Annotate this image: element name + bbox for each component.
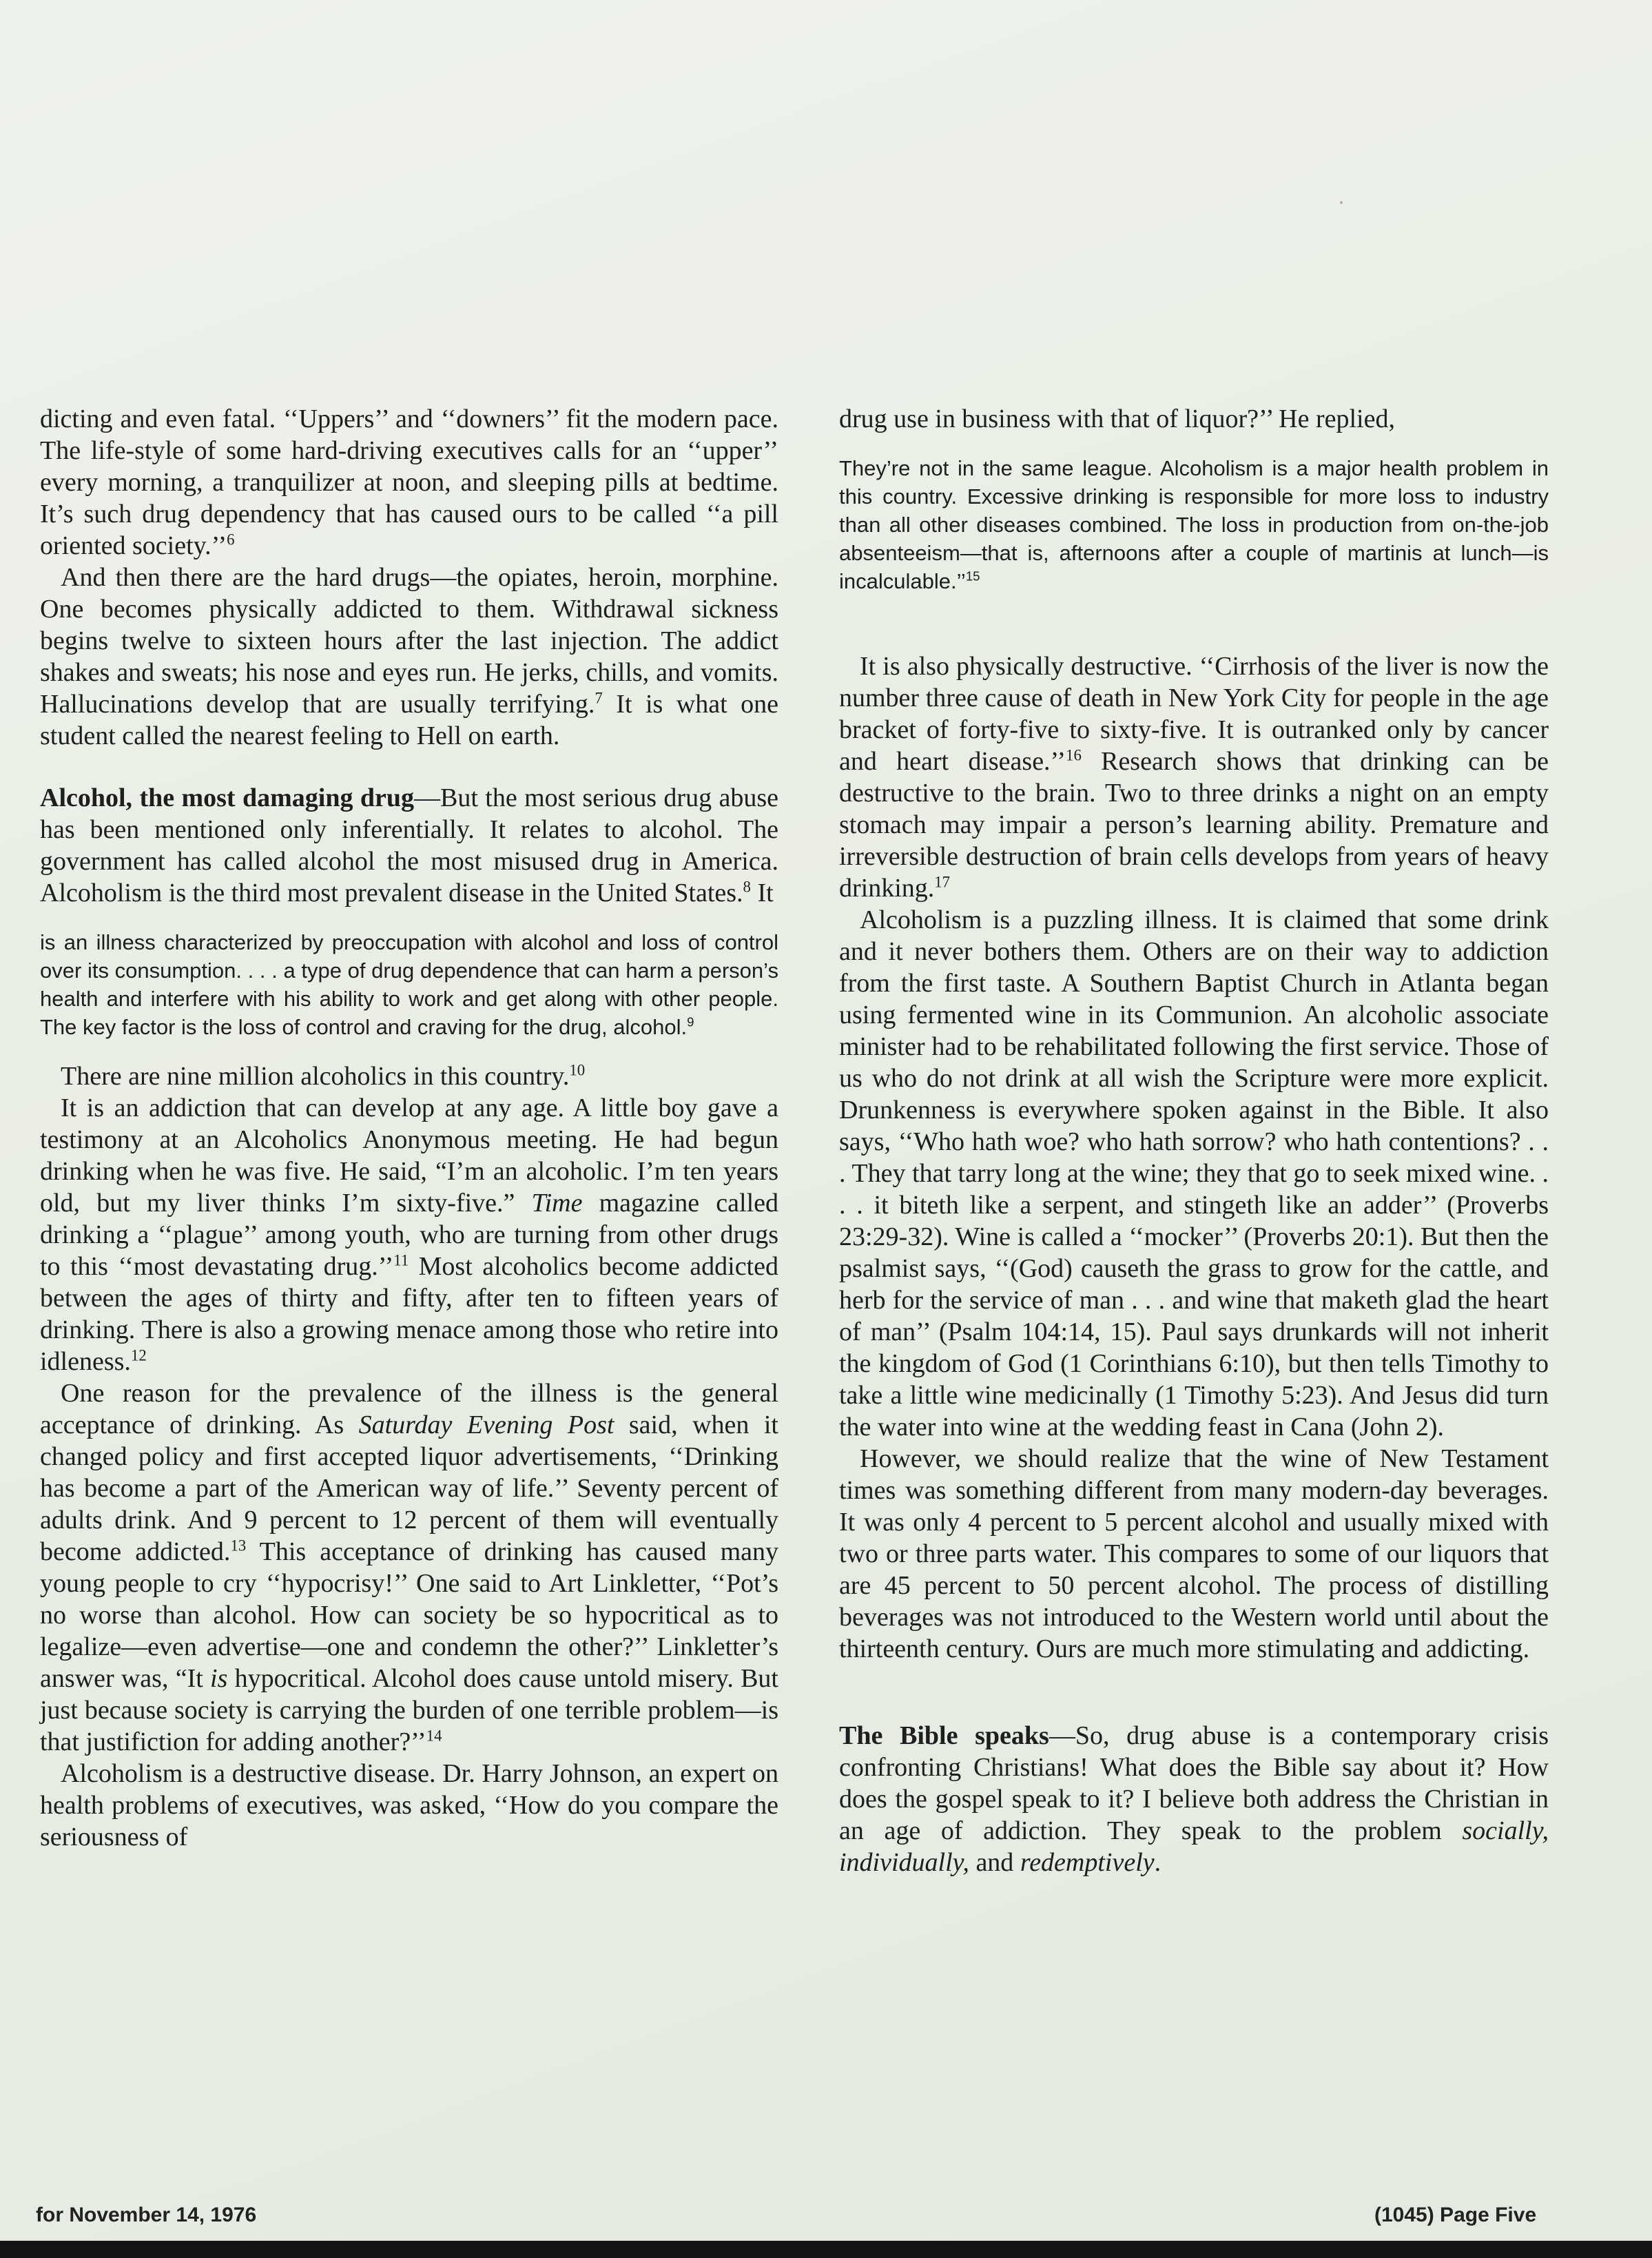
paragraph: There are nine million alcoholics in this country.$^{10}$	[61, 1061, 586, 1091]
footnote-ref: 14	[426, 1727, 442, 1745]
footnote-ref: 16	[1066, 746, 1082, 764]
paragraph: dicting and even fatal. ‘‘Uppers’’ and ‘‘downers’’ fit the modern pace. The life-style of some hard-driving executives calls for an ‘‘upper’’ every morning, a tranquilizer at noon, and sleeping pills at bedtime. It’s such drug dependency that has caused ours to be called ‘‘a pill oriented society.’’$^6$	[40, 404, 778, 560]
footnote-ref: 10	[569, 1061, 586, 1079]
footnote-ref: 17	[934, 873, 951, 891]
section-heading: The Bible speaks	[839, 1721, 1049, 1750]
footnote-ref: 11	[393, 1251, 409, 1269]
paragraph: And then there are the hard drugs—the opiates, heroin, morphine. One becomes physically addicted to them. Withdrawal sickness begins twelve to sixteen hours after the last injection. The addict shakes and sweats; his nose and eyes run. He jerks, chills, and vomits. Hallucinations develop that are usually terrifying.$^7$ It is what one student called the nearest feeling to Hell on earth.	[40, 563, 779, 750]
footer-page-number: (1045) Page Five	[1374, 2204, 1537, 2226]
paragraph: It is an addiction that can develop at any age. A little boy gave a testimony at an Alcoholics Anonymous meeting. He had begun drinking when he was five. He said, “I’m an alcoholic. I’m ten years old, but my liver thinks I’m sixty-five.” Time magazine called drinking a ‘‘plague’’ among youth, who are turning from other drugs to this ‘‘most devastating drug.’’$^{11}$ Most alcoholics become addicted between the ages of thirty and fifty, after ten to fifteen years of drinking. There is also a growing menace among those who retire into idleness.$^{12}$	[40, 1094, 778, 1376]
footer-date: for November 14, 1976	[36, 2204, 257, 2226]
section-alcohol: Alcohol, the most damaging drug—But the most serious drug abuse has been mentioned only inferentially. It relates to alcohol. The government has called alcohol the most misused drug in America. Alcoholism is the third most prevalent disease in the United States.$^8$ It	[40, 783, 778, 907]
section-heading: Alcohol, the most damaging drug	[40, 783, 414, 812]
footnote-ref: 6	[227, 531, 235, 548]
footnote-ref: 9	[687, 1014, 694, 1029]
block-quote: is an illness characterized by preoccupation with alcohol and loss of control over its consumption. . . . a type of drug dependence that can harm a person’s health and interfere with his ability to work and get along with other people. The key factor is the loss of control and craving for the drug, alcohol.$^9$	[40, 930, 778, 1039]
footnote-ref: 12	[130, 1346, 147, 1364]
left-column	[40, 403, 778, 1853]
paragraph: One reason for the prevalence of the illness is the general acceptance of drinking. As Saturday Evening Post said, when it changed policy and first accepted liquor advertisements, ‘‘Drinking has become a part of the American way of life.’’ Seventy percent of adults drink. And 9 percent to 12 percent of them will eventually become addicted.$^{13}$ This acceptance of drinking has caused many young people to cry ‘‘hypocrisy!’’ One said to Art Linkletter, ‘‘Pot’s no worse than alcohol. How can society be so hypocritical as to legalize—even advertise—one and condemn the other?’’ Linkletter’s answer was, “It is hypocritical. Alcohol does cause untold misery. But just because society is carrying the burden of one terrible problem—is that justifiction for adding another?’’$^{14}$	[40, 1379, 778, 1756]
paragraph: However, we should realize that the wine of New Testament times was something different from many modern-day beverages. It was only 4 percent to 5 percent alcohol and usually mixed with two or three parts water. This compares to some of our liquors that are 45 percent to 50 percent alcohol. The process of distilling beverages was not introduced to the Western world until about the thirteenth century. Ours are much more stimulating and addicting.	[839, 1444, 1549, 1663]
right-column	[839, 403, 1549, 1878]
footnote-ref: 7	[595, 689, 603, 707]
paragraph: drug use in business with that of liquor?’’ He replied,	[839, 404, 1395, 433]
footnote-ref: 13	[230, 1537, 247, 1554]
paragraph: Alcoholism is a destructive disease. Dr. Harry Johnson, an expert on health problems of executives, was asked, ‘‘How do you compare the seriousness of	[40, 1759, 778, 1851]
footnote-ref: 15	[965, 568, 980, 584]
paragraph: It is also physically destructive. ‘‘Cirrhosis of the liver is now the number three cause of death in New York City for people in the age bracket of forty-five to sixty-five. It is outranked only by cancer and heart disease.’’$^{16}$ Research shows that drinking can be destructive to the brain. Two to three drinks a night on an empty stomach may impair a person’s learning ability. Premature and irreversible destruction of brain cells develops from years of heavy drinking.$^{17}$	[839, 652, 1549, 903]
paper-speck	[1340, 201, 1343, 204]
footnote-ref: 8	[743, 878, 751, 896]
scan-edge	[0, 2241, 1652, 2258]
section-bible-speaks: The Bible speaks—So, drug abuse is a contemporary crisis confronting Christians! What does the Bible say about it? How does the gospel speak to it? I believe both address the Christian in an age of addiction. They speak to the problem socially, individually, and redemptively.	[839, 1721, 1549, 1877]
paragraph: Alcoholism is a puzzling illness. It is claimed that some drink and it never bothers them. Others are on their way to addiction from the first taste. A Southern Baptist Church in Atlanta began using fermented wine in its Communion. An alcoholic associate minister had to be rehabilitated following the first service. Those of us who do not drink at all wish the Scripture were more explicit. Drunkenness is everywhere spoken against in the Bible. It also says, ‘‘Who hath woe? who hath sorrow? who hath contentions? . . . They that tarry long at the wine; they that go to seek mixed wine. . . . it biteth like a serpent, and stingeth like an adder’’ (Proverbs 23:29-32). Wine is called a ‘‘mocker’’ (Proverbs 20:1). But then the psalmist says, ‘‘(God) causeth the grass to grow for the cattle, and herb for the service of man . . . and wine that maketh glad the heart of man’’ (Psalm 104:14, 15). Paul says drunkards will not inherit the kingdom of God (1 Corinthians 6:10), but then tells Timothy to take a little wine medicinally (1 Timothy 5:23). And Jesus did turn the water into wine at the wedding feast in Cana (John 2).	[839, 905, 1549, 1441]
block-quote: They’re not in the same league. Alcoholism is a major health problem in this country. Excessive drinking is responsible for more loss to industry than all other diseases combined. The loss in production from on-the-job absenteeism—that is, afternoons after a couple of martinis at lunch—is incalculable.’’$^{15}$	[839, 456, 1549, 593]
